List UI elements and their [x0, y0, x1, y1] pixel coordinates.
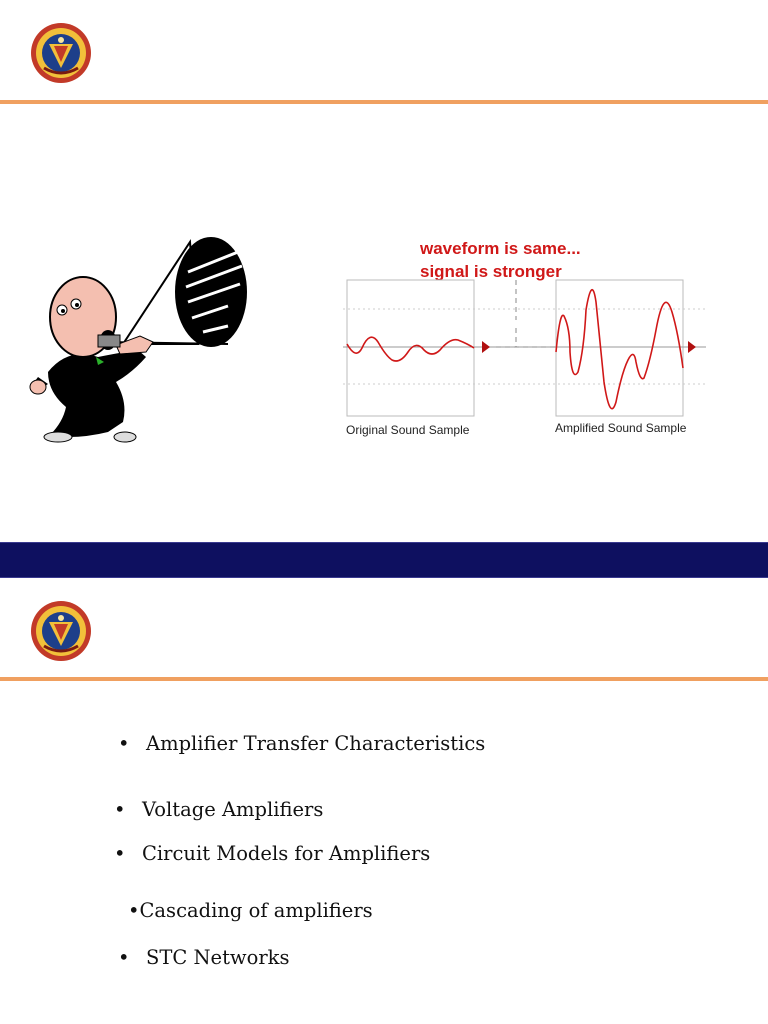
man-with-megaphone-icon: [28, 232, 253, 447]
slide-divider-banner: [0, 542, 768, 578]
university-crest-icon: [30, 22, 92, 84]
list-item: [128, 899, 373, 922]
amplified-caption: Amplified Sound Sample: [555, 421, 687, 435]
original-waveform: [347, 337, 474, 361]
amplified-frame: [556, 280, 683, 416]
bullet-list: [0, 578, 768, 1024]
slide-2: [0, 578, 768, 1024]
bullet-marker: •: [128, 899, 140, 922]
bullet-text: Cascading of amplifiers: [139, 899, 373, 922]
headline-line-2: signal is stronger: [420, 262, 562, 281]
bullet-text: Amplifier Transfer Characteristics: [146, 732, 486, 755]
arrow-right-icon: [482, 341, 490, 353]
list-item: [114, 798, 323, 821]
bullet-text: STC Networks: [146, 946, 290, 969]
bullet-marker: •: [118, 732, 130, 755]
list-item: [114, 842, 430, 865]
bullet-text: Circuit Models for Amplifiers: [142, 842, 431, 865]
bullet-marker: •: [118, 946, 130, 969]
arrow-right-icon: [688, 341, 696, 353]
headline-line-1: waveform is same...: [420, 239, 581, 258]
bullet-marker: •: [114, 842, 126, 865]
amplifier-waveform-graphic: [338, 232, 708, 442]
bullet-text: Voltage Amplifiers: [142, 798, 324, 821]
amplified-waveform: [556, 290, 683, 409]
list-item: [118, 732, 485, 755]
original-caption: Original Sound Sample: [346, 423, 470, 437]
header-rule: [0, 100, 768, 104]
bullet-marker: •: [114, 798, 126, 821]
list-item: [118, 946, 290, 969]
